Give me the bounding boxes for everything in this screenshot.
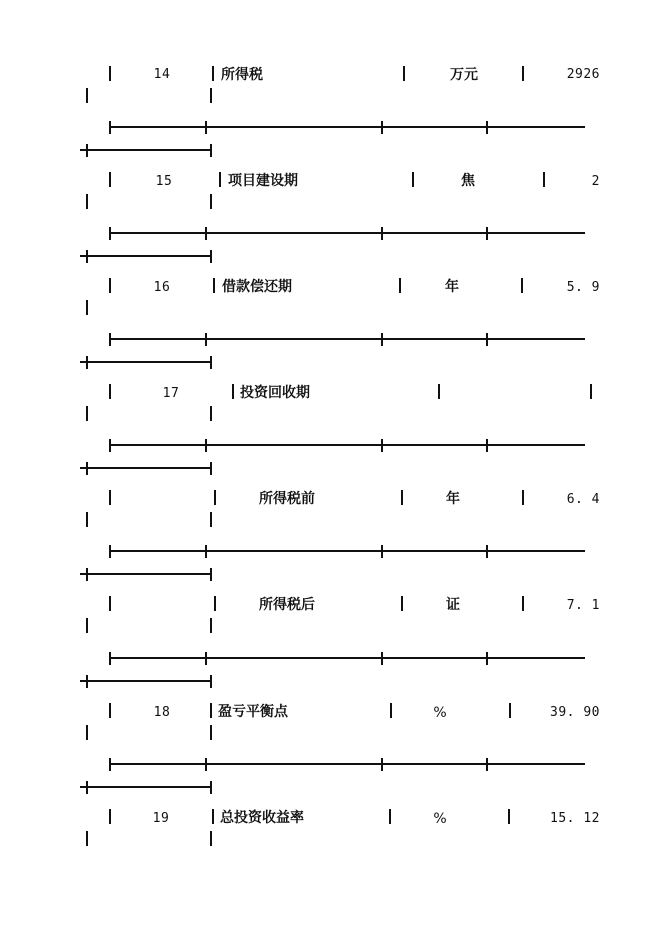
column-separator bbox=[522, 596, 524, 611]
column-separator bbox=[109, 703, 111, 718]
indicator-name: 借款偿还期 bbox=[222, 279, 292, 295]
rule-tick bbox=[205, 439, 207, 452]
column-separator bbox=[212, 809, 214, 824]
rule-line bbox=[109, 657, 585, 659]
row-number: 14 bbox=[153, 67, 171, 82]
rule-tick bbox=[210, 144, 212, 157]
row-number: 17 bbox=[162, 386, 180, 401]
rule-tick bbox=[381, 227, 383, 240]
column-separator bbox=[590, 384, 592, 399]
rule-tick bbox=[486, 333, 488, 346]
table-row bbox=[0, 172, 662, 278]
column-separator bbox=[109, 384, 111, 399]
table-row bbox=[0, 278, 662, 384]
column-separator bbox=[86, 88, 88, 103]
rule-tick bbox=[205, 545, 207, 558]
rule-tick bbox=[205, 652, 207, 665]
column-separator bbox=[210, 725, 212, 740]
unit: % bbox=[433, 705, 447, 721]
rule-tick bbox=[486, 439, 488, 452]
column-separator bbox=[109, 596, 111, 611]
row-number: 15 bbox=[155, 174, 173, 189]
rule-tick bbox=[109, 439, 111, 452]
rule-tick bbox=[381, 439, 383, 452]
column-separator bbox=[521, 278, 523, 293]
rule-tick bbox=[210, 781, 212, 794]
table-row bbox=[0, 66, 662, 172]
value: 7. 1 bbox=[566, 598, 600, 613]
rule-tick bbox=[86, 462, 88, 475]
unit: 焦 bbox=[461, 173, 475, 189]
column-separator bbox=[109, 172, 111, 187]
rule-line bbox=[109, 126, 585, 128]
unit: % bbox=[433, 811, 447, 827]
rule-tick bbox=[381, 121, 383, 134]
rule-tick bbox=[381, 758, 383, 771]
column-separator bbox=[109, 490, 111, 505]
unit: 年 bbox=[445, 279, 459, 295]
unit: 证 bbox=[446, 597, 460, 613]
column-separator bbox=[210, 618, 212, 633]
rule-tick bbox=[86, 675, 88, 688]
column-separator bbox=[210, 512, 212, 527]
column-separator bbox=[212, 66, 214, 81]
rule-tick bbox=[86, 356, 88, 369]
column-separator bbox=[210, 703, 212, 718]
row-number: 18 bbox=[153, 705, 171, 720]
rule-line bbox=[109, 444, 585, 446]
value: 2 bbox=[591, 174, 600, 189]
column-separator bbox=[403, 66, 405, 81]
rule-line bbox=[109, 338, 585, 340]
rule-line bbox=[80, 255, 212, 257]
rule-line bbox=[80, 361, 212, 363]
column-separator bbox=[210, 88, 212, 103]
rule-tick bbox=[86, 781, 88, 794]
rule-tick bbox=[86, 144, 88, 157]
rule-line bbox=[109, 550, 585, 552]
rule-tick bbox=[210, 250, 212, 263]
column-separator bbox=[508, 809, 510, 824]
value: 15. 12 bbox=[550, 811, 600, 826]
value: 2926 bbox=[566, 67, 600, 82]
rule-line bbox=[80, 573, 212, 575]
unit: 万元 bbox=[450, 67, 478, 83]
rule-tick bbox=[109, 227, 111, 240]
rule-tick bbox=[381, 333, 383, 346]
rule-tick bbox=[109, 758, 111, 771]
column-separator bbox=[86, 300, 88, 315]
column-separator bbox=[210, 831, 212, 846]
column-separator bbox=[522, 490, 524, 505]
column-separator bbox=[86, 406, 88, 421]
column-separator bbox=[509, 703, 511, 718]
column-separator bbox=[214, 490, 216, 505]
indicator-name: 投资回收期 bbox=[240, 385, 310, 401]
rule-tick bbox=[210, 462, 212, 475]
rule-tick bbox=[205, 758, 207, 771]
column-separator bbox=[210, 194, 212, 209]
column-separator bbox=[86, 512, 88, 527]
rule-line bbox=[80, 680, 212, 682]
value: 5. 9 bbox=[566, 280, 600, 295]
column-separator bbox=[213, 278, 215, 293]
rule-line bbox=[109, 232, 585, 234]
column-separator bbox=[214, 596, 216, 611]
table-row bbox=[0, 596, 662, 702]
indicator-name: 所得税前 bbox=[259, 491, 315, 507]
column-separator bbox=[210, 406, 212, 421]
rule-tick bbox=[486, 758, 488, 771]
rule-line bbox=[109, 763, 585, 765]
rule-tick bbox=[205, 121, 207, 134]
rule-tick bbox=[486, 652, 488, 665]
column-separator bbox=[109, 66, 111, 81]
indicator-name: 盈亏平衡点 bbox=[218, 704, 288, 720]
indicator-name: 项目建设期 bbox=[228, 173, 298, 189]
rule-line bbox=[80, 149, 212, 151]
value: 39. 90 bbox=[550, 705, 600, 720]
column-separator bbox=[86, 831, 88, 846]
rule-tick bbox=[86, 568, 88, 581]
rule-tick bbox=[205, 333, 207, 346]
row-number: 16 bbox=[153, 280, 171, 295]
rule-tick bbox=[86, 250, 88, 263]
rule-tick bbox=[210, 675, 212, 688]
table-row bbox=[0, 703, 662, 809]
column-separator bbox=[438, 384, 440, 399]
indicator-name: 总投资收益率 bbox=[220, 810, 304, 826]
rule-tick bbox=[210, 356, 212, 369]
rule-tick bbox=[109, 333, 111, 346]
column-separator bbox=[109, 278, 111, 293]
column-separator bbox=[109, 809, 111, 824]
unit: 年 bbox=[446, 491, 460, 507]
rule-line bbox=[80, 786, 212, 788]
rule-tick bbox=[381, 652, 383, 665]
rule-tick bbox=[109, 121, 111, 134]
table-row bbox=[0, 490, 662, 596]
rule-tick bbox=[109, 545, 111, 558]
rule-tick bbox=[381, 545, 383, 558]
column-separator bbox=[86, 618, 88, 633]
column-separator bbox=[86, 725, 88, 740]
rule-line bbox=[80, 467, 212, 469]
value: 6. 4 bbox=[566, 492, 600, 507]
column-separator bbox=[522, 66, 524, 81]
indicator-name: 所得税 bbox=[221, 67, 263, 83]
indicator-name: 所得税后 bbox=[259, 597, 315, 613]
rule-tick bbox=[109, 652, 111, 665]
table-row bbox=[0, 384, 662, 490]
column-separator bbox=[232, 384, 234, 399]
rule-tick bbox=[486, 121, 488, 134]
column-separator bbox=[86, 194, 88, 209]
row-number: 19 bbox=[152, 811, 170, 826]
column-separator bbox=[219, 172, 221, 187]
rule-tick bbox=[486, 227, 488, 240]
rule-tick bbox=[210, 568, 212, 581]
table-row bbox=[0, 809, 662, 915]
rule-tick bbox=[205, 227, 207, 240]
rule-tick bbox=[486, 545, 488, 558]
